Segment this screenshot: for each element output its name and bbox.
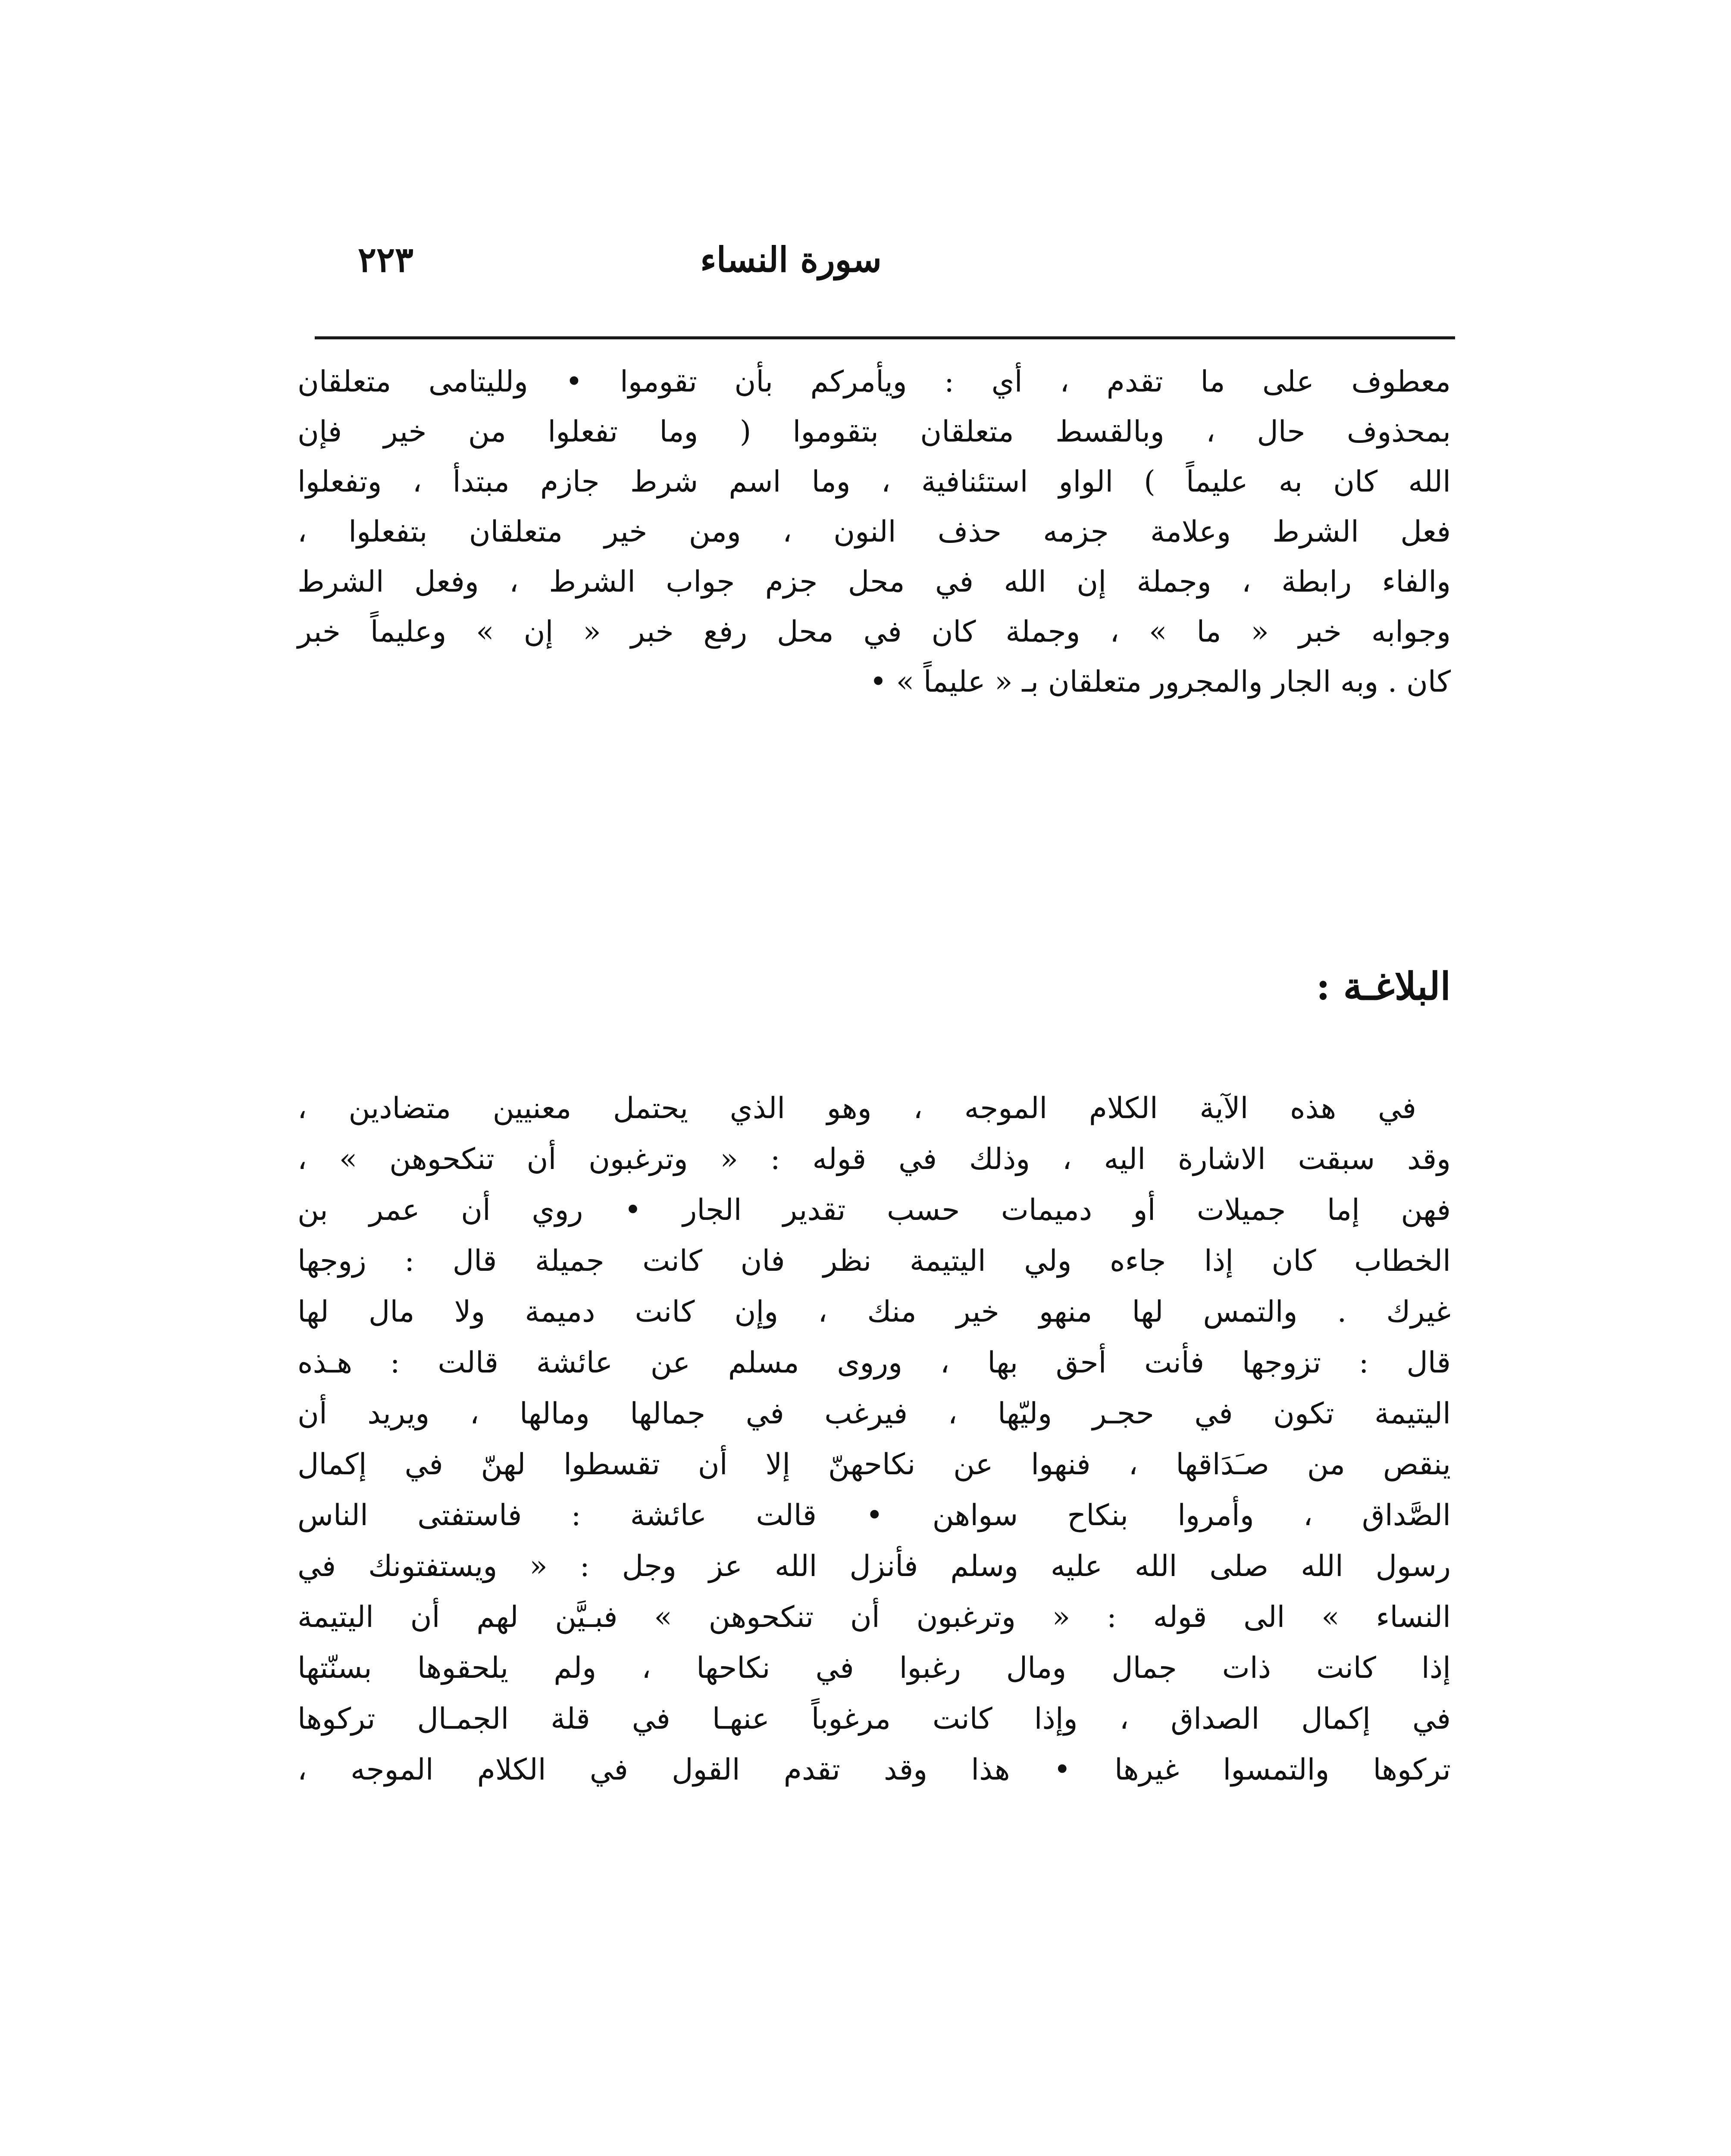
text-line: والفاء رابطة ، وجملة إن الله في محل جزم جواب الشرط ، وفعل الشرط	[297, 565, 1451, 599]
text-line: رسول الله صلى الله عليه وسلم فأنزل الله عز وجل : « ويستفتونك في	[297, 1549, 1451, 1583]
page-header	[319, 239, 1455, 300]
text-line: معطوف على ما تقدم ، أي : ويأمركم بأن تقوموا • ولليتامى متعلقان	[297, 365, 1451, 399]
text-line: بمحذوف حال ، وبالقسط متعلقان بتقوموا ( وما تفعلوا من خير فإن	[297, 415, 1451, 449]
text-line: إذا كانت ذات جمال ومال رغبوا في نكاحها ، ولم يلحقوها بسنّتها	[297, 1651, 1451, 1685]
text-line: تركوها والتمسوا غيرها • هذا وقد تقدم القول في الكلام الموجه ،	[297, 1753, 1451, 1787]
rhetoric-paragraph	[297, 1084, 1451, 1797]
section-heading: البلاغـة :	[1316, 964, 1451, 1009]
text-line: الله كان به عليماً ) الواو استئنافية ، وما اسم شرط جازم مبتدأ ، وتفعلوا	[297, 465, 1451, 499]
text-line: كان . وبه الجار والمجرور متعلقان بـ « عليماً » •	[869, 665, 1451, 699]
header-rule	[315, 336, 1455, 339]
text-line: الصَّداق ، وأمروا بنكاح سواهن • قالت عائشة : فاستفتى الناس	[297, 1498, 1451, 1532]
text-line: فعل الشرط وعلامة جزمه حذف النون ، ومن خير متعلقان بتفعلوا ،	[297, 515, 1451, 549]
text-line: الخطاب كان إذا جاءه ولي اليتيمة نظر فان كانت جميلة قال : زوجها	[297, 1244, 1451, 1278]
intro-paragraph	[297, 358, 1451, 708]
text-line: قال : تزوجها فأنت أحق بها ، وروى مسلم عن عائشة قالت : هـذه	[297, 1346, 1451, 1380]
page-number: ٢٢٣	[358, 239, 413, 280]
text-line: في هذه الآية الكلام الموجه ، وهو الذي يحتمل معنيين متضادين ،	[297, 1091, 1416, 1125]
text-line: غيرك . والتمس لها منهو خير منك ، وإن كانت دميمة ولا مال لها	[297, 1295, 1451, 1329]
text-line: النساء » الى قوله : « وترغبون أن تنكحوهن » فبـيَّن لهم أن اليتيمة	[297, 1600, 1451, 1634]
text-line: وجوابه خبر « ما » ، وجملة كان في محل رفع خبر « إن » وعليماً خبر	[297, 615, 1451, 649]
text-line: اليتيمة تكون في حجـر وليّها ، فيرغب في جمالها ومالها ، ويريد أن	[297, 1397, 1451, 1431]
text-line: ينقص من صـَدَاقها ، فنهوا عن نكاحهنّ إلا أن تقسطوا لهنّ في إكمال	[297, 1448, 1451, 1482]
surah-title: سورة النساء	[700, 239, 882, 280]
text-line: وقد سبقت الاشارة اليه ، وذلك في قوله : « وترغبون أن تنكحوهن » ،	[297, 1142, 1451, 1176]
text-line: فهن إما جميلات أو دميمات حسب تقدير الجار • روي أن عمر بن	[297, 1193, 1451, 1227]
text-line: في إكمال الصداق ، وإذا كانت مرغوباً عنهـا في قلة الجمـال تركوها	[297, 1702, 1451, 1736]
